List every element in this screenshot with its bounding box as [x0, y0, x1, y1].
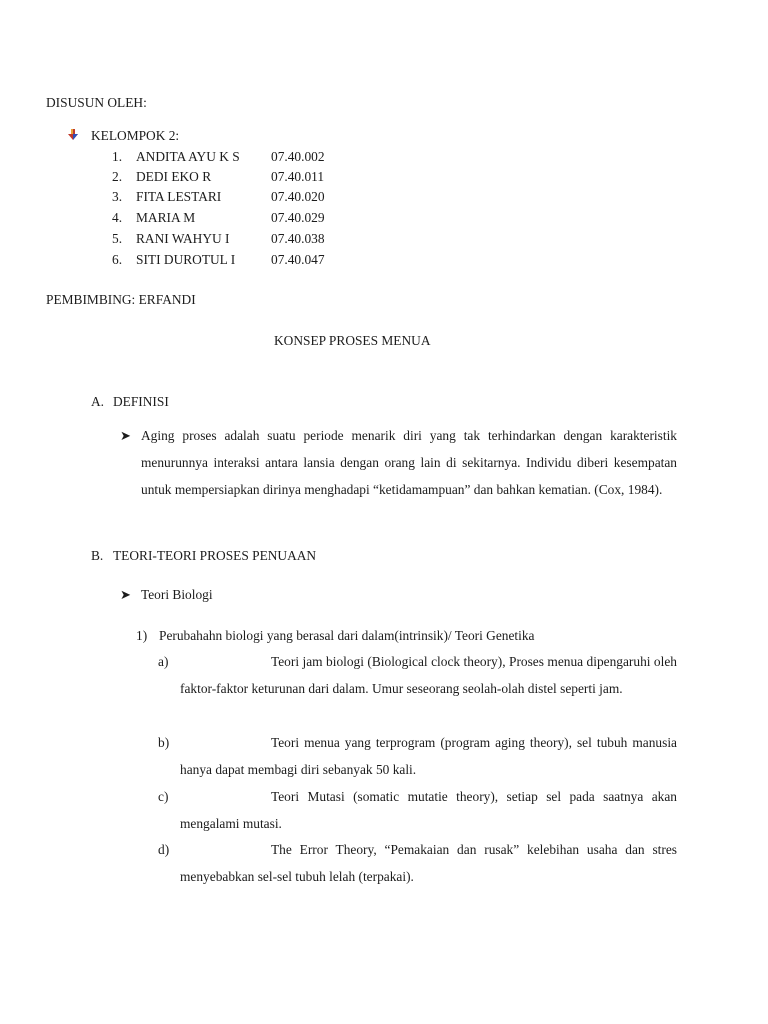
member-name: ANDITA AYU K S — [136, 149, 240, 164]
member-id: 07.40.002 — [271, 149, 325, 164]
subheading-biology: Teori Biologi — [141, 587, 213, 602]
section-a-label: A. — [91, 394, 105, 409]
group-heading: KELOMPOK 2: — [91, 128, 180, 143]
member-id: 07.40.047 — [271, 252, 325, 267]
definition-paragraph: Aging proses adalah suatu periode menarik diri yang tak terhindarkan dengan karakteristik menurunnya interaksi antara lansia dengan orang lain di sekitarnya. Individu diberi kesempatan untuk mempersiapkan dirinya menghadapi “ketidamampuan” dan bahkan kematian. (Cox, 1984). — [141, 428, 677, 497]
subitem-label: b) — [158, 735, 170, 750]
member-name: MARIA M — [136, 210, 196, 225]
member-number: 6. — [112, 252, 123, 267]
member-number: 3. — [112, 189, 123, 204]
author-heading: DISUSUN OLEH: — [46, 95, 147, 110]
subitem-label: c) — [158, 789, 169, 804]
member-name: FITA LESTARI — [136, 189, 222, 204]
member-name: DEDI EKO R — [136, 169, 212, 184]
subitem-label: a) — [158, 654, 169, 669]
item-number: 1) — [136, 628, 148, 643]
member-id: 07.40.020 — [271, 189, 325, 204]
subitem-text: Teori Mutasi (somatic mutatie theory), setiap sel pada saatnya akan mengalami mutasi. — [180, 789, 677, 831]
member-number: 5. — [112, 231, 123, 246]
subitem-label: d) — [158, 842, 170, 857]
member-number: 2. — [112, 169, 123, 184]
subitem-text: Teori menua yang terprogram (program aging theory), sel tubuh manusia hanya dapat membagi diri sebanyak 50 kali. — [180, 735, 677, 777]
item-text: Perubahahn biologi yang berasal dari dalam(intrinsik)/ Teori Genetika — [159, 628, 535, 643]
section-b-heading: TEORI-TEORI PROSES PENUAAN — [113, 548, 317, 563]
member-number: 1. — [112, 149, 123, 164]
subitem-text: The Error Theory, “Pemakaian dan rusak” kelebihan usaha dan stres menyebabkan sel-sel tubuh lelah (terpakai). — [180, 842, 677, 884]
member-number: 4. — [112, 210, 123, 225]
chevron-right-icon: ➤ — [120, 587, 131, 602]
arrow-down-bullet-icon — [66, 128, 80, 142]
member-id: 07.40.038 — [271, 231, 325, 246]
member-name: RANI WAHYU I — [136, 231, 230, 246]
member-name: SITI DUROTUL I — [136, 252, 236, 267]
chevron-right-icon: ➤ — [120, 428, 131, 443]
member-id: 07.40.029 — [271, 210, 325, 225]
member-id: 07.40.011 — [271, 169, 325, 184]
subitem-text: Teori jam biologi (Biological clock theory), Proses menua dipengaruhi oleh faktor-faktor keturunan dari dalam. Umur seseorang seolah-olah distel seperti jam. — [180, 654, 677, 696]
section-a-heading: DEFINISI — [113, 394, 169, 409]
supervisor-line: PEMBIMBING: ERFANDI — [46, 292, 196, 307]
section-b-label: B. — [91, 548, 104, 563]
document-title: KONSEP PROSES MENUA — [274, 333, 431, 348]
